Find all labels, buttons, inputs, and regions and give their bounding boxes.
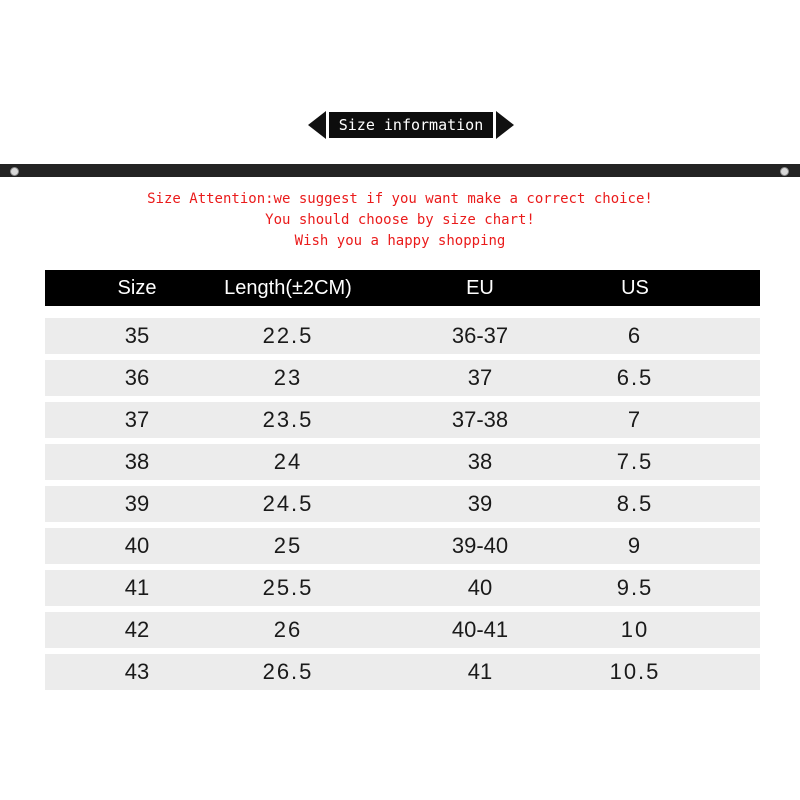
cell-size: 40 xyxy=(124,533,150,558)
cell-size: 41 xyxy=(124,575,150,600)
table-row xyxy=(45,360,760,396)
cell-length: 23 xyxy=(273,365,303,390)
header-length: Length(±2CM) xyxy=(224,277,352,299)
rivet-icon xyxy=(780,167,789,176)
header-size: Size xyxy=(117,277,157,299)
table-row xyxy=(45,528,760,564)
cell-size: 42 xyxy=(124,617,150,642)
table-row xyxy=(45,570,760,606)
cell-size: 35 xyxy=(124,323,150,348)
cell-eu: 38 xyxy=(467,449,493,474)
cell-eu: 40 xyxy=(467,575,493,600)
cell-length: 25.5 xyxy=(262,575,314,600)
table-row xyxy=(45,318,760,354)
cell-eu: 37 xyxy=(467,365,493,390)
cell-eu: 37-38 xyxy=(451,407,509,432)
divider-strip xyxy=(0,164,800,177)
header-us: US xyxy=(621,277,649,299)
title-left-arrow-decoration xyxy=(308,111,326,139)
note-line: You should choose by size chart! xyxy=(265,212,535,228)
cell-us: 7.5 xyxy=(616,449,654,474)
note-line: Wish you a happy shopping xyxy=(294,233,506,249)
title-right-arrow-decoration xyxy=(496,111,514,139)
rivet-icon xyxy=(10,167,19,176)
cell-us: 10 xyxy=(620,617,650,642)
cell-size: 36 xyxy=(124,365,150,390)
cell-us: 7 xyxy=(627,407,643,432)
cell-length: 25 xyxy=(273,533,303,558)
cell-us: 9 xyxy=(627,533,643,558)
cell-size: 39 xyxy=(124,491,150,516)
cell-eu: 40-41 xyxy=(451,617,509,642)
cell-length: 23.5 xyxy=(262,407,314,432)
cell-eu: 41 xyxy=(467,659,493,684)
cell-us: 8.5 xyxy=(616,491,654,516)
table-header xyxy=(45,270,760,306)
cell-us: 6.5 xyxy=(616,365,654,390)
cell-eu: 36-37 xyxy=(451,323,509,348)
cell-length: 26 xyxy=(273,617,303,642)
cell-length: 24 xyxy=(273,449,303,474)
cell-length: 22.5 xyxy=(262,323,314,348)
cell-us: 6 xyxy=(627,323,643,348)
size-attention-notes xyxy=(0,189,800,252)
cell-us: 9.5 xyxy=(616,575,654,600)
cell-length: 24.5 xyxy=(262,491,314,516)
table-row xyxy=(45,612,760,648)
cell-length: 26.5 xyxy=(262,659,314,684)
page-title: Size information xyxy=(329,112,493,138)
table-row xyxy=(45,402,760,438)
header-eu: EU xyxy=(466,277,494,299)
cell-size: 43 xyxy=(124,659,150,684)
cell-us: 10.5 xyxy=(609,659,661,684)
table-row xyxy=(45,654,760,690)
size-chart-table xyxy=(45,270,760,690)
cell-eu: 39-40 xyxy=(451,533,509,558)
note-line: Size Attention:we suggest if you want make a correct choice! xyxy=(147,191,653,207)
table-row xyxy=(45,444,760,480)
cell-size: 38 xyxy=(124,449,150,474)
table-row xyxy=(45,486,760,522)
cell-size: 37 xyxy=(124,407,150,432)
cell-eu: 39 xyxy=(467,491,493,516)
title-badge xyxy=(308,111,514,139)
